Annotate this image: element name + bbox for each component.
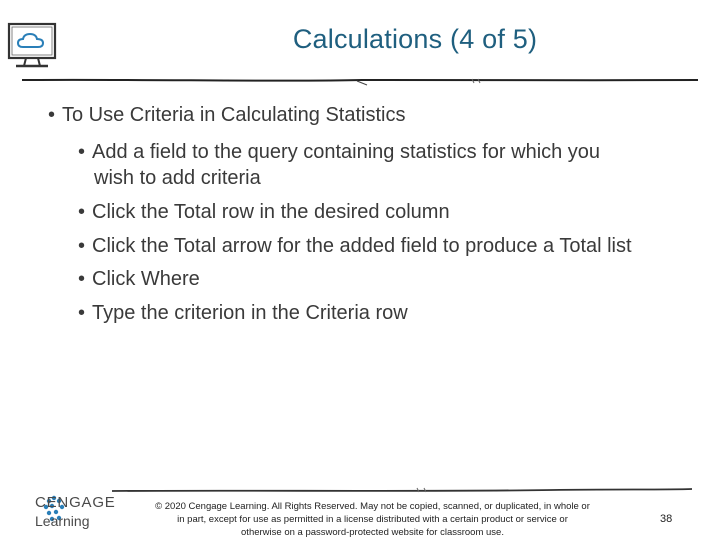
copyright-line: otherwise on a password-protected website for classroom use. — [241, 527, 504, 538]
logo-wordmark: CENGAGE — [35, 494, 116, 511]
sub-bullet — [78, 266, 698, 292]
sub-bullet — [78, 300, 698, 326]
main-bullet-text: To Use Criteria in Calculating Statistics — [62, 104, 406, 126]
footer-divider — [112, 486, 692, 496]
sub-bullet-text: Add a field to the query containing statistics for which you — [92, 141, 601, 163]
sub-bullet — [78, 199, 698, 225]
bullet-dot: • — [78, 268, 86, 290]
sub-bullet-text-continued: wish to add criteria — [94, 167, 261, 189]
main-bullet — [48, 102, 405, 128]
logo-subtext: Learning — [35, 513, 90, 529]
bullet-dot: • — [78, 302, 86, 324]
bullet-dot: • — [78, 201, 86, 223]
copyright-notice — [110, 500, 635, 539]
slide-title: Calculations (4 of 5) — [292, 24, 538, 54]
sub-bullet-text: Click Where — [92, 268, 200, 290]
bullet-dot: • — [48, 104, 56, 126]
copyright-line: in part, except for use as permitted in a license distributed with a certain product or service or — [177, 514, 568, 525]
copyright-line: © 2020 Cengage Learning. All Rights Reserved. May not be copied, scanned, or duplicated, in whole or — [155, 501, 590, 512]
sub-bullet-text: Click the Total arrow for the added field to produce a Total list — [92, 235, 632, 257]
bullet-dot: • — [78, 141, 86, 163]
sub-bullet — [78, 233, 698, 259]
sub-bullet — [78, 139, 698, 191]
sub-bullet-text: Type the criterion in the Criteria row — [92, 302, 408, 324]
sub-bullet-text: Click the Total row in the desired column — [92, 201, 450, 223]
bullet-dot: • — [78, 235, 86, 257]
page-number: 38 — [660, 513, 673, 525]
title-divider — [22, 76, 698, 88]
